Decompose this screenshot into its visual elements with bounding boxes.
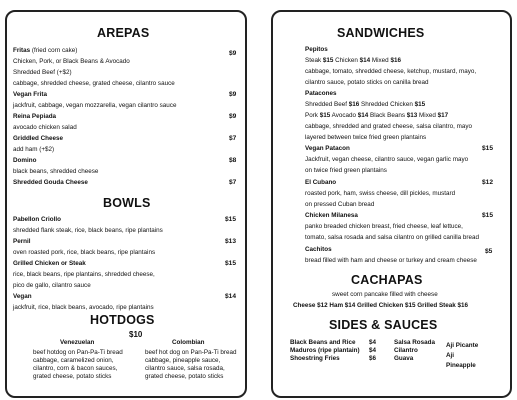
item-price: $14 [225, 293, 237, 300]
item-name: Patacones [305, 90, 337, 97]
item-name: Grilled Chicken or Steak [13, 260, 86, 267]
item-description: add ham (+$2) [13, 146, 55, 153]
side-price: $4 [369, 339, 377, 346]
item-name: Vegan [13, 293, 32, 300]
item-name: Reina Pepiada [13, 113, 57, 120]
item-name: Pernil [13, 238, 31, 245]
item-description: roasted pork, ham, swiss cheese, dill pickles, mustard [305, 190, 456, 197]
item-price: $9 [229, 113, 237, 120]
item-price: $5 [485, 248, 493, 255]
item-description: panko breaded chicken breast, fried cheese, leaf lettuce, [305, 223, 463, 230]
item-price: $15 [482, 212, 494, 219]
item-description: pico de gallo, cilantro sauce [13, 282, 91, 289]
hotdog-venezuelan-name: Venezuelan [60, 339, 95, 346]
item-price: $13 [225, 238, 237, 245]
item-description: cabbage, tomato, shredded cheese, ketchup, mustard, mayo, [305, 68, 477, 75]
item-description: avocado chicken salad [13, 124, 77, 131]
item-description: shredded flank steak, rice, black beans, ripe plantains [13, 227, 163, 234]
label: Pork [305, 112, 320, 119]
item-description: Shredded Beef (+$2) [13, 69, 72, 76]
item-price: $7 [229, 179, 237, 186]
label: Mixed [370, 57, 391, 64]
price: $16 [348, 101, 360, 108]
item-description: black beans, shredded cheese [13, 168, 99, 175]
sauce-item: Aji [446, 352, 455, 359]
item-description: cilantro sauce, potato sticks on canilla bread [305, 79, 429, 86]
item-price: $12 [482, 179, 494, 186]
desc-line: cilantro sauce, salsa rosada, [145, 365, 225, 372]
item-price-line [305, 57, 401, 65]
side-price: $6 [369, 355, 377, 362]
item-description: on pressed Cuban bread [305, 201, 375, 208]
item-price: $15 [482, 145, 494, 152]
item-name: Pepitos [305, 46, 328, 53]
item-price: $9 [229, 50, 237, 57]
item-description: cabbage, shredded and grated cheese, salsa cilantro, mayo [305, 123, 472, 130]
sauce-item: Salsa Rosada [394, 339, 435, 346]
sauces-list-2 [446, 341, 478, 371]
hotdog-venezuelan-desc [33, 349, 123, 381]
item-price: $8 [229, 157, 237, 164]
item-price: $15 [225, 260, 237, 267]
item-name: Vegan Frita [13, 91, 47, 98]
cachapas-heading: CACHAPAS [351, 273, 423, 287]
cachapas-description: sweet corn pancake filled with cheese [332, 291, 438, 298]
desc-line: beef hotdog on Pan-Pa-Ti bread [33, 349, 123, 356]
desc-line: cabbage, caramelized onion, [33, 357, 114, 364]
item-description: Jackfruit, vegan cheese, cilantro sauce, vegan garlic mayo [305, 156, 469, 163]
label: Shredded Beef [305, 101, 349, 108]
item-description: cabbage, shredded cheese, grated cheese, cilantro sauce [13, 80, 175, 87]
price: $13 [406, 112, 418, 119]
desc-line: grated cheese, potato sticks [145, 373, 224, 380]
item-price: $9 [229, 91, 237, 98]
item-price: $15 [225, 216, 237, 223]
sides-list [290, 339, 360, 363]
item-description: jackfruit, rice, black beans, avocado, ripe plantains [13, 304, 154, 311]
item-name: Griddled Cheese [13, 135, 64, 142]
menu-item-fritas [13, 47, 77, 55]
left-menu-panel [5, 10, 247, 398]
arepas-heading: AREPAS [97, 26, 150, 40]
item-description: on twice fried green plantains [305, 167, 387, 174]
desc-line: cilantro, corn & bacon sauces, [33, 365, 118, 372]
hotdog-colombian-name: Colombian [172, 339, 205, 346]
sides-heading: SIDES & SAUCES [329, 318, 438, 332]
sauces-list-1 [394, 339, 435, 363]
price: $14 [359, 57, 371, 64]
item-description: oven roasted pork, rice, black beans, ripe plantains [13, 249, 156, 256]
item-name: Fritas [13, 47, 31, 54]
item-name: Cachitos [305, 246, 332, 253]
desc-line: beef hot dog on Pan-Pa-Ti bread [145, 349, 237, 356]
hotdogs-heading: HOTDOGS [90, 313, 155, 327]
side-item: Black Beans and Rice [290, 339, 356, 346]
right-menu-panel [271, 10, 512, 398]
item-description: jackfruit, cabbage, vegan mozzarella, vegan cilantro sauce [13, 102, 177, 109]
item-description: bread filled with ham and cheese or turkey and cream cheese [305, 257, 477, 264]
label: Avocado [330, 112, 358, 119]
item-name: Pabellon Criollo [13, 216, 61, 223]
side-item: Shoestring Fries [290, 355, 340, 362]
label: Shredded Chicken [359, 101, 415, 108]
label: Steak [305, 57, 323, 64]
bowls-heading: BOWLS [103, 196, 151, 210]
side-price: $4 [369, 347, 377, 354]
price: $17 [437, 112, 449, 119]
item-name: Chicken Milanesa [305, 212, 358, 219]
item-name: Shredded Gouda Cheese [13, 179, 88, 186]
item-price-line [305, 112, 448, 120]
sandwiches-heading: SANDWICHES [337, 26, 425, 40]
item-description: layered between twice fried green plantains [305, 134, 427, 141]
sauce-item: Cilantro [394, 347, 418, 354]
sauce-item: Pineapple [446, 362, 476, 369]
sides-prices [369, 339, 376, 363]
label: Chicken [333, 57, 360, 64]
price: $15 [414, 101, 426, 108]
price: $14 [357, 112, 369, 119]
item-price-line [305, 101, 425, 109]
label: Mixed [417, 112, 438, 119]
price: $15 [319, 112, 331, 119]
price: $15 [322, 57, 334, 64]
label: Black Beans [368, 112, 407, 119]
price: $16 [390, 57, 401, 64]
item-price: $7 [229, 135, 237, 142]
item-note: (fried corn cake) [30, 47, 78, 54]
item-description: tomato, salsa rosada and salsa cilantro on grilled canilla bread [305, 234, 479, 241]
hotdog-colombian-desc [145, 349, 236, 381]
desc-line: cabbage, pineapple sauce, [145, 357, 221, 364]
item-name: Domino [13, 157, 37, 164]
hotdog-price: $10 [129, 330, 143, 339]
cachapas-prices: Cheese $12 Ham $14 Grilled Chicken $15 Grilled Steak $16 [293, 302, 469, 309]
side-item: Maduros (ripe plantain) [290, 347, 360, 354]
item-description: rice, black beans, ripe plantains, shredded cheese, [13, 271, 155, 278]
item-name: Vegan Patacon [305, 145, 350, 152]
desc-line: grated cheese, potato sticks [33, 373, 112, 380]
sauce-item: Aji Picante [446, 342, 479, 349]
item-name: El Cubano [305, 179, 337, 186]
sauce-item: Guava [394, 355, 414, 362]
item-description: Chicken, Pork, or Black Beans & Avocado [13, 58, 130, 65]
